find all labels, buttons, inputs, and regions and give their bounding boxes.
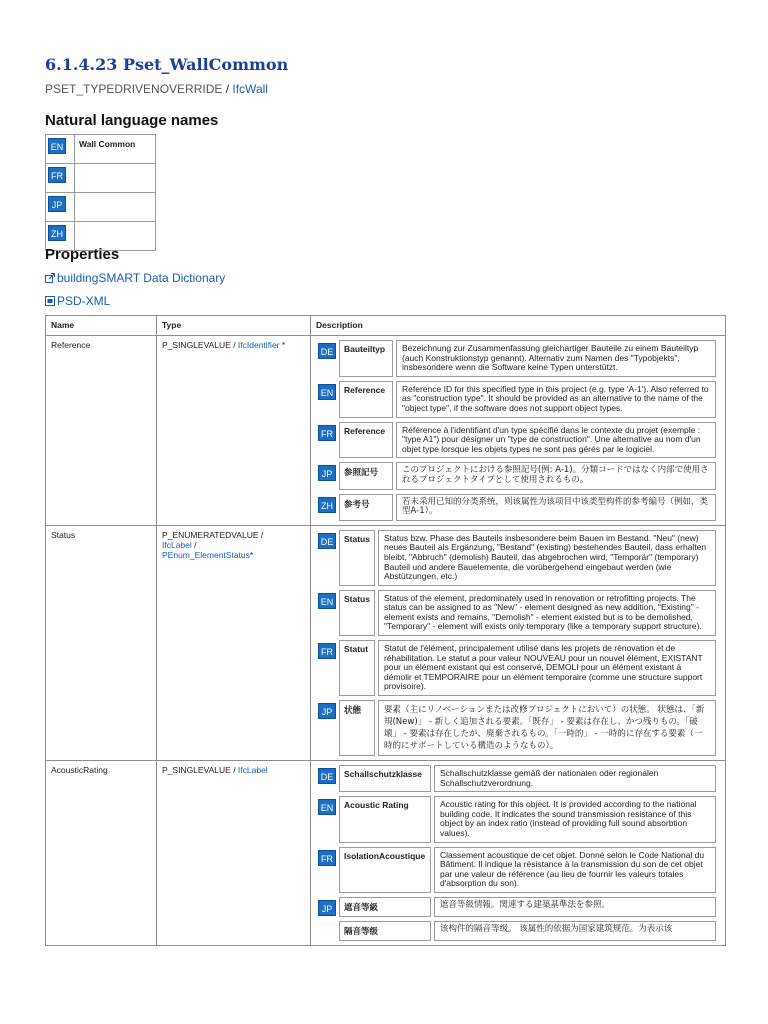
desc-row-jp [318,700,716,756]
property-row-status [46,525,726,760]
property-description [311,336,726,526]
desc-label: 参照記号 [339,462,393,489]
type-kind: P_SINGLEVALUE [162,340,231,350]
names-row [46,135,156,164]
desc-label: 参考号 [339,494,393,521]
desc-label: Schallschutzklasse [339,765,431,792]
type-suffix: * [279,340,286,350]
lang-badge: JP [318,900,336,916]
col-header-type: Type [157,316,311,336]
ifcwall-link[interactable]: IfcWall [232,82,268,96]
lang-badge: FR [318,643,336,659]
description-table [315,530,719,756]
type-kind: P_SINGLEVALUE [162,765,231,776]
desc-text: Status of the element, predominately used in renovation or retrofitting projects. The status can be assigned to as "New" - element designed as new addition, "Existing" - element exists and remains, "Demolish" - element existed but is to be demolished, "Temporary" - element will exists only temporary (like a temporary support structure). [378,590,716,636]
properties-table [45,315,726,946]
names-table [45,134,156,251]
desc-label: 状態 [339,700,375,756]
page-title: 6.1.4.23 Pset_WallCommon [45,55,289,74]
lang-badge: ZH [48,225,66,241]
name-cell [75,164,156,193]
property-name: AcousticRating [46,761,157,946]
type-link[interactable]: IfcLabel [237,765,268,776]
desc-row-en [318,381,716,418]
desc-text: このプロジェクトにおける参照記号(例: A-1)。分類コードではなく内部で使用されるプロジェクトタイプとして使用されるもの。 [396,462,716,489]
lang-badge: DE [318,343,336,359]
psd-xml-link[interactable]: PSD-XML [57,294,111,308]
description-table [315,340,719,521]
lang-badge: EN [318,384,336,400]
desc-label: Reference [339,422,393,459]
desc-row-fr [318,640,716,696]
desc-text: 该构件的隔音等级。 该属性的依据为国家建筑规范。为表示该 [434,921,716,941]
desc-text: 要素（主にリノベーションまたは改修プロジェクトにおいて）の状態。 状態は、「新規(New)」 - 新しく追加される要素。「既存」 - 要素は存在し、かつ残りもの。「破壊」 - 要素は存在したが、廃棄されるもの。「一時的」 - 一時的に存在する要素（一時的にサポートしている構造のようなもの）。 [378,700,716,756]
desc-row-en [318,796,716,842]
external-link-icon [45,273,55,283]
name-cell [75,193,156,222]
desc-text: Référence à l'identifiant d'un type spécifié dans le contexte du projet (exemple : "type A1") pour désigner un "type de construction". Une alternative au nom d'un objet type lorsque les objets types ne sont pas gérés par le logiciel. [396,422,716,459]
desc-label: Status [339,590,375,636]
properties-header-row [46,316,726,336]
desc-label: Statut [339,640,375,696]
type-kind: P_ENUMERATEDVALUE [162,529,259,540]
lang-badge: FR [318,850,336,866]
desc-row-zh [318,494,716,521]
property-type [157,336,311,526]
property-name: Status [46,525,157,760]
property-name: Reference [46,336,157,526]
subtitle [45,82,268,96]
desc-label: 遮音等級 [339,897,431,917]
type-link[interactable]: IfcLabel [162,539,192,550]
type-separator: / [191,539,197,550]
lang-badge: EN [48,138,66,154]
desc-text: Statut de l'élément, principalement utilisé dans les projets de rénovation et de réhabilitation. Le statut a pour valeur NOUVEAU pour un nouvel élément, EXISTANT pour un élément existant qui est conservé, DEMOLI pour un élément existant à démolir et TEMPORAIRE pour un élément temporaire (comme une structure support provisoire). [378,640,716,696]
property-description [311,525,726,760]
type-separator: / [230,340,238,350]
desc-text: Reference ID for this specified type in this project (e.g. type 'A-1'). Also referred to as "construction type". It should be provided as an alternative to the name of the "object type", if the software does not support object types. [396,381,716,418]
names-row [46,164,156,193]
col-header-name: Name [46,316,157,336]
property-type [157,525,311,760]
desc-label: IsolationAcoustique [339,847,431,893]
lang-badge: EN [318,799,336,815]
desc-label: Bauteiltyp [339,340,393,377]
lang-badge: JP [48,196,66,212]
desc-text: Acoustic rating for this object. It is provided according to the national building code. It indicates the sound transmission resistance of this object by an index ratio (instead of providing full sound absorbtion values). [434,796,716,842]
type-suffix: * [249,549,254,560]
property-row-acousticrating [46,761,726,946]
lang-badge: FR [48,167,66,183]
document-icon [45,296,55,306]
property-description [311,761,726,946]
type-link[interactable]: IfcIdentifier [237,340,280,350]
col-header-description: Description [311,316,726,336]
enum-link[interactable]: PEnum_ElementStatus [162,549,250,560]
lang-badge: JP [318,703,336,719]
desc-row-fr [318,847,716,893]
desc-row-de [318,340,716,377]
desc-row-zh [318,921,716,941]
desc-text: Bezeichnung zur Zusammenfassung gleichartiger Bauteile zu einem Bauteiltyp (auch Konstruktionstyp genannt). Alternativ zum Namen des "Typobjekts", insbesondere wenn die Software keine Typen unterstützt. [396,340,716,377]
lang-badge: EN [318,593,336,609]
desc-row-de [318,765,716,792]
names-row [46,193,156,222]
property-row-reference [46,336,726,526]
desc-row-jp [318,897,716,917]
lang-badge: ZH [318,497,336,513]
desc-text: 若未采用已知的分类系统，则该属性为该项目中该类型构件的参考编号（例如，类型A-1）。 [396,494,716,521]
description-table [315,765,719,941]
bsdd-link[interactable]: buildingSMART Data Dictionary [57,271,226,285]
subtitle-separator: / [222,82,233,96]
names-heading: Natural language names [45,112,219,129]
lang-badge: JP [318,465,336,481]
desc-text: 遮音等級情報。関連する建築基準法を参照。 [434,897,716,917]
pset-type: PSET_TYPEDRIVENOVERRIDE [45,82,223,96]
lang-badge: DE [318,768,336,784]
desc-text: Status bzw. Phase des Bauteils insbesondere beim Bauen im Bestand. "Neu" (new) neues Bauteil als Ergänzung, "Bestand" (existing) bestehendes Bauteil, dass erhalten bleibt, "Abbruch" (demolish) Bauteil, das abgebrochen wird, "Temporär" (temporary) Bauteil und andere Bauelemente, die vorübergehend eingebaut werden (wie Abstützungen, etc.) [378,530,716,586]
desc-row-en [318,590,716,636]
psd-link-row [45,294,110,308]
lang-badge: DE [318,533,336,549]
desc-row-fr [318,422,716,459]
type-separator: / [258,529,264,540]
properties-heading: Properties [45,246,120,263]
desc-text: Classement acoustique de cet objet. Donné selon le Code National du Bâtiment. Il indique la résistance à la transmission du son de cet objet par une valeur de référence (au lieu de fournir les valeurs totales d'absorption du son). [434,847,716,893]
type-separator: / [230,765,238,776]
property-type [157,761,311,946]
name-cell: Wall Common [75,135,156,164]
desc-label: Reference [339,381,393,418]
desc-row-de [318,530,716,586]
desc-label: Status [339,530,375,586]
desc-text: Schallschutzklasse gemäß der nationalen oder regionalen Schallschutzverordnung. [434,765,716,792]
desc-row-jp [318,462,716,489]
lang-badge: FR [318,425,336,441]
desc-label: 隔音等级 [339,921,431,941]
bsdd-link-row [45,271,225,285]
desc-label: Acoustic Rating [339,796,431,842]
